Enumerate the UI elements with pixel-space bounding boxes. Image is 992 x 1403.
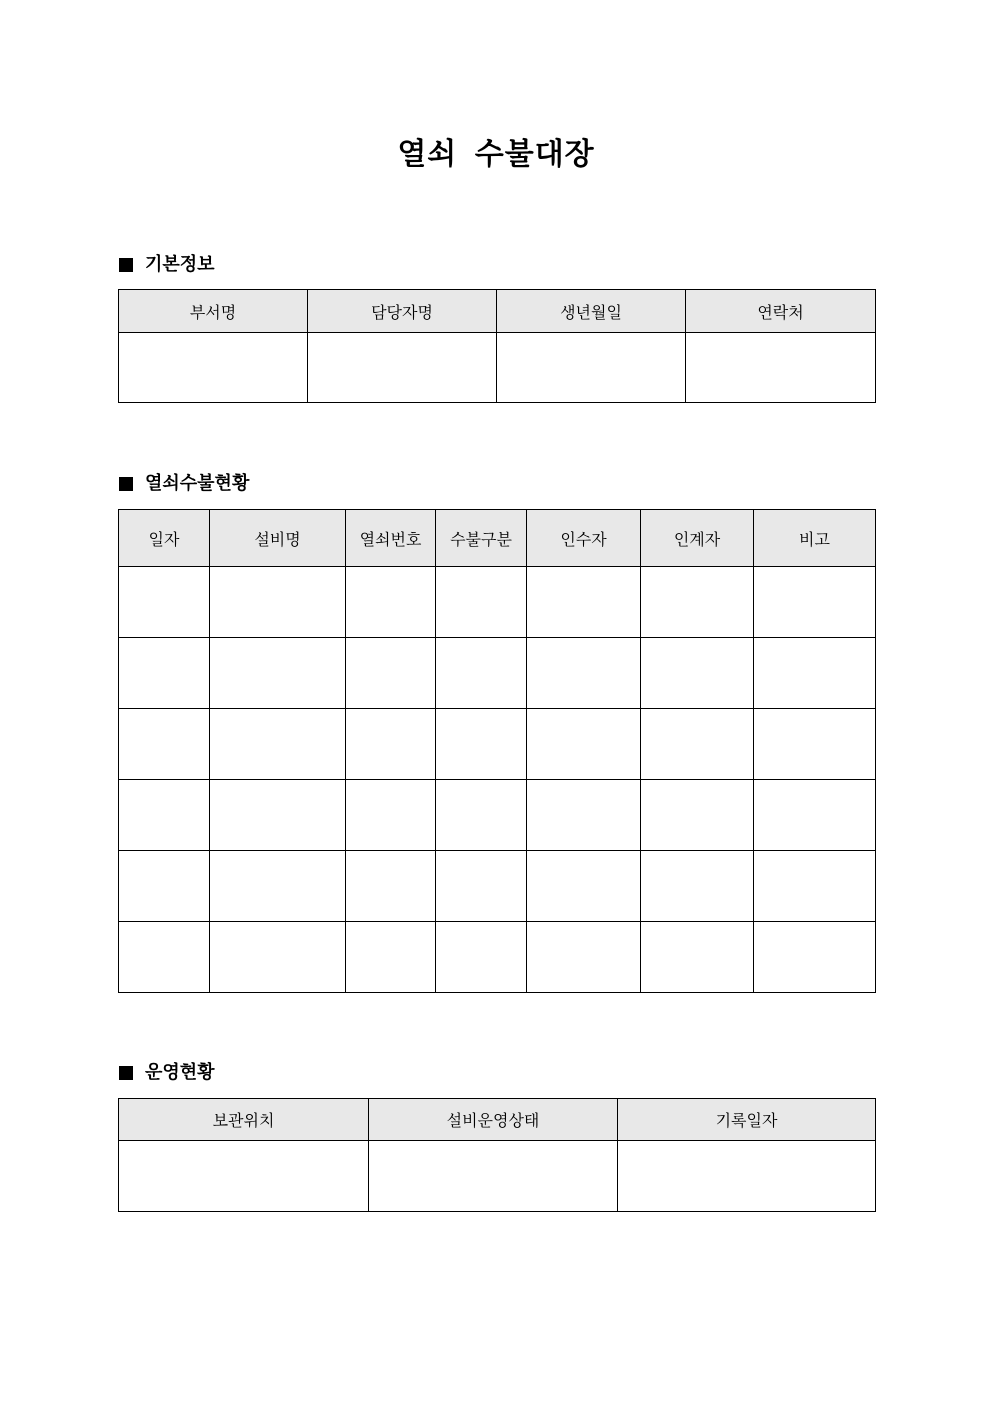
square-bullet-icon <box>119 1066 133 1080</box>
section-title-key-status: 열쇠수불현황 <box>145 473 250 494</box>
column-header-equipment-name: 설비명 <box>210 510 346 567</box>
table-row <box>119 709 876 780</box>
table-header-row <box>119 510 876 567</box>
input-cell-remarks[interactable] <box>754 780 876 851</box>
table-header-row <box>119 290 876 333</box>
input-cell-transaction-type[interactable] <box>436 922 527 993</box>
table-row <box>119 638 876 709</box>
input-cell-record-date[interactable] <box>618 1141 876 1212</box>
input-cell-key-number[interactable] <box>346 851 436 922</box>
input-cell-receiver[interactable] <box>527 922 641 993</box>
column-header-birth-date: 생년월일 <box>497 290 686 333</box>
column-header-storage-location: 보관위치 <box>119 1099 369 1141</box>
column-header-record-date: 기록일자 <box>618 1099 876 1141</box>
input-cell-equipment-name[interactable] <box>210 922 346 993</box>
input-cell-date[interactable] <box>119 638 210 709</box>
input-cell-receiver[interactable] <box>527 638 641 709</box>
column-header-equipment-operation-status: 설비운영상태 <box>369 1099 618 1141</box>
input-cell-receiver[interactable] <box>527 780 641 851</box>
input-cell-remarks[interactable] <box>754 709 876 780</box>
input-cell-handover-person[interactable] <box>641 567 754 638</box>
input-cell-key-number[interactable] <box>346 638 436 709</box>
input-cell-key-number[interactable] <box>346 567 436 638</box>
column-header-handover-person: 인계자 <box>641 510 754 567</box>
input-cell-transaction-type[interactable] <box>436 638 527 709</box>
column-header-receiver: 인수자 <box>527 510 641 567</box>
square-bullet-icon <box>119 477 133 491</box>
input-cell-date[interactable] <box>119 851 210 922</box>
column-header-date: 일자 <box>119 510 210 567</box>
input-cell-handover-person[interactable] <box>641 780 754 851</box>
section-heading-basic-info <box>119 252 215 278</box>
input-cell-handover-person[interactable] <box>641 851 754 922</box>
input-cell-storage-location[interactable] <box>119 1141 369 1212</box>
column-header-manager-name: 담당자명 <box>308 290 497 333</box>
input-cell-equipment-operation-status[interactable] <box>369 1141 618 1212</box>
input-cell-equipment-name[interactable] <box>210 709 346 780</box>
input-cell-receiver[interactable] <box>527 709 641 780</box>
input-cell-transaction-type[interactable] <box>436 709 527 780</box>
section-heading-operation-status <box>119 1060 215 1086</box>
input-cell-remarks[interactable] <box>754 567 876 638</box>
input-cell-equipment-name[interactable] <box>210 638 346 709</box>
input-cell-department[interactable] <box>119 333 308 403</box>
column-header-remarks: 비고 <box>754 510 876 567</box>
column-header-key-number: 열쇠번호 <box>346 510 436 567</box>
input-cell-equipment-name[interactable] <box>210 851 346 922</box>
section-title-operation-status: 운영현황 <box>145 1062 215 1083</box>
input-cell-handover-person[interactable] <box>641 638 754 709</box>
input-cell-transaction-type[interactable] <box>436 567 527 638</box>
input-cell-birth-date[interactable] <box>497 333 686 403</box>
key-status-table-body <box>119 567 876 993</box>
input-cell-date[interactable] <box>119 709 210 780</box>
input-cell-date[interactable] <box>119 780 210 851</box>
input-cell-equipment-name[interactable] <box>210 567 346 638</box>
input-cell-date[interactable] <box>119 567 210 638</box>
table-row <box>119 333 876 403</box>
page-title: 열쇠 수불대장 <box>397 137 595 172</box>
input-cell-remarks[interactable] <box>754 638 876 709</box>
input-cell-key-number[interactable] <box>346 780 436 851</box>
table-row <box>119 851 876 922</box>
table-header-row <box>119 1099 876 1141</box>
input-cell-date[interactable] <box>119 922 210 993</box>
column-header-department: 부서명 <box>119 290 308 333</box>
section-title-basic-info: 기본정보 <box>145 254 215 275</box>
input-cell-manager-name[interactable] <box>308 333 497 403</box>
input-cell-receiver[interactable] <box>527 851 641 922</box>
input-cell-equipment-name[interactable] <box>210 780 346 851</box>
input-cell-key-number[interactable] <box>346 709 436 780</box>
table-row <box>119 922 876 993</box>
input-cell-handover-person[interactable] <box>641 922 754 993</box>
input-cell-remarks[interactable] <box>754 851 876 922</box>
input-cell-contact[interactable] <box>686 333 876 403</box>
basic-info-table <box>118 289 876 403</box>
input-cell-transaction-type[interactable] <box>436 780 527 851</box>
input-cell-remarks[interactable] <box>754 922 876 993</box>
key-status-table <box>118 509 876 993</box>
column-header-contact: 연락처 <box>686 290 876 333</box>
column-header-transaction-type: 수불구분 <box>436 510 527 567</box>
input-cell-key-number[interactable] <box>346 922 436 993</box>
operation-status-table <box>118 1098 876 1212</box>
table-row <box>119 567 876 638</box>
input-cell-transaction-type[interactable] <box>436 851 527 922</box>
square-bullet-icon <box>119 258 133 272</box>
table-row <box>119 780 876 851</box>
section-heading-key-status <box>119 471 249 497</box>
input-cell-receiver[interactable] <box>527 567 641 638</box>
input-cell-handover-person[interactable] <box>641 709 754 780</box>
table-row <box>119 1141 876 1212</box>
